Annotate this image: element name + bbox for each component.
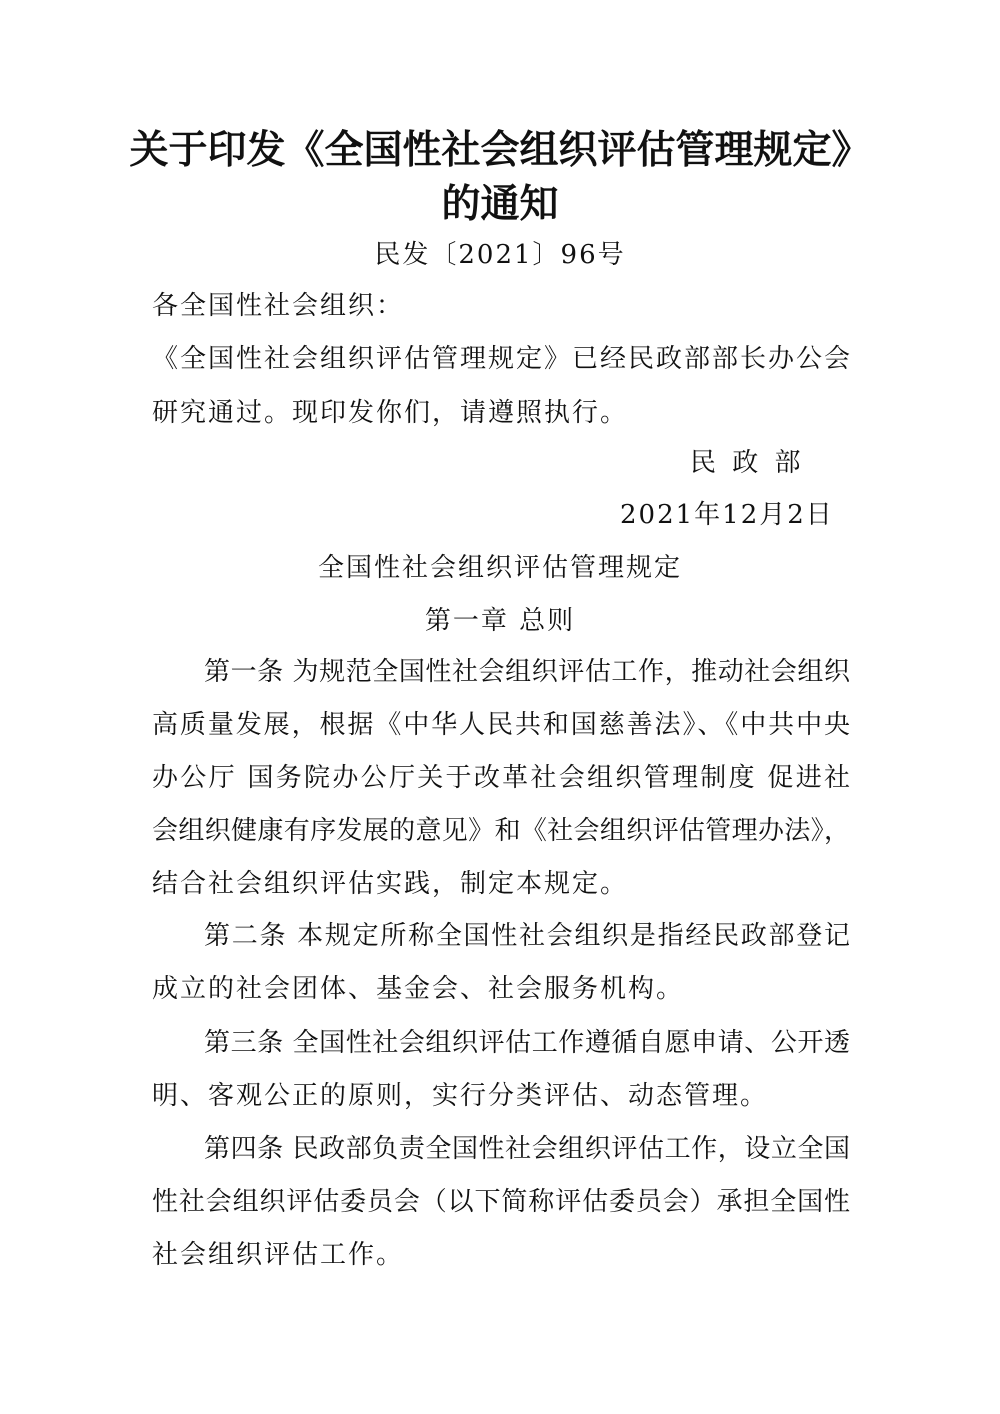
article-line: 高质量发展，根据《中华人民共和国慈善法》、《中共中央 <box>152 710 850 740</box>
article-line: 第四条 民政部负责全国性社会组织评估工作，设立全国 <box>204 1134 850 1164</box>
notice-title-line-1: 关于印发《全国性社会组织评估管理规定》 <box>129 128 871 173</box>
issue-date: 2021年12月2日 <box>620 500 834 530</box>
notice-title-line-2: 的通知 <box>441 182 559 227</box>
article-line: 性社会组织评估委员会（以下简称评估委员会）承担全国性 <box>152 1187 850 1217</box>
article-line: 结合社会组织评估实践，制定本规定。 <box>152 869 629 899</box>
article-line: 第二条 本规定所称全国性社会组织是指经民政部登记 <box>204 921 850 951</box>
article-line: 明、客观公正的原则，实行分类评估、动态管理。 <box>152 1081 769 1111</box>
article-line: 会组织健康有序发展的意见》和《社会组织评估管理办法》， <box>152 816 850 846</box>
article-line: 第一条 为规范全国性社会组织评估工作，推动社会组织 <box>204 657 850 687</box>
notice-body-line: 研究通过。现印发你们，请遵照执行。 <box>152 398 629 428</box>
article-line: 社会组织评估工作。 <box>152 1240 405 1270</box>
addressee: 各全国性社会组织： <box>152 291 405 321</box>
regulation-title: 全国性社会组织评估管理规定 <box>317 553 682 583</box>
chapter-heading: 第一章 总则 <box>424 606 576 636</box>
issuing-authority: 民 政 部 <box>690 448 805 478</box>
article-line: 成立的社会团体、基金会、社会服务机构。 <box>152 974 685 1004</box>
notice-body-line: 《全国性社会组织评估管理规定》已经民政部部长办公会 <box>152 344 850 374</box>
document-number: 民发〔2021〕96号 <box>374 240 626 270</box>
article-line: 第三条 全国性社会组织评估工作遵循自愿申请、公开透 <box>204 1028 850 1058</box>
article-line: 办公厅 国务院办公厅关于改革社会组织管理制度 促进社 <box>152 763 850 793</box>
